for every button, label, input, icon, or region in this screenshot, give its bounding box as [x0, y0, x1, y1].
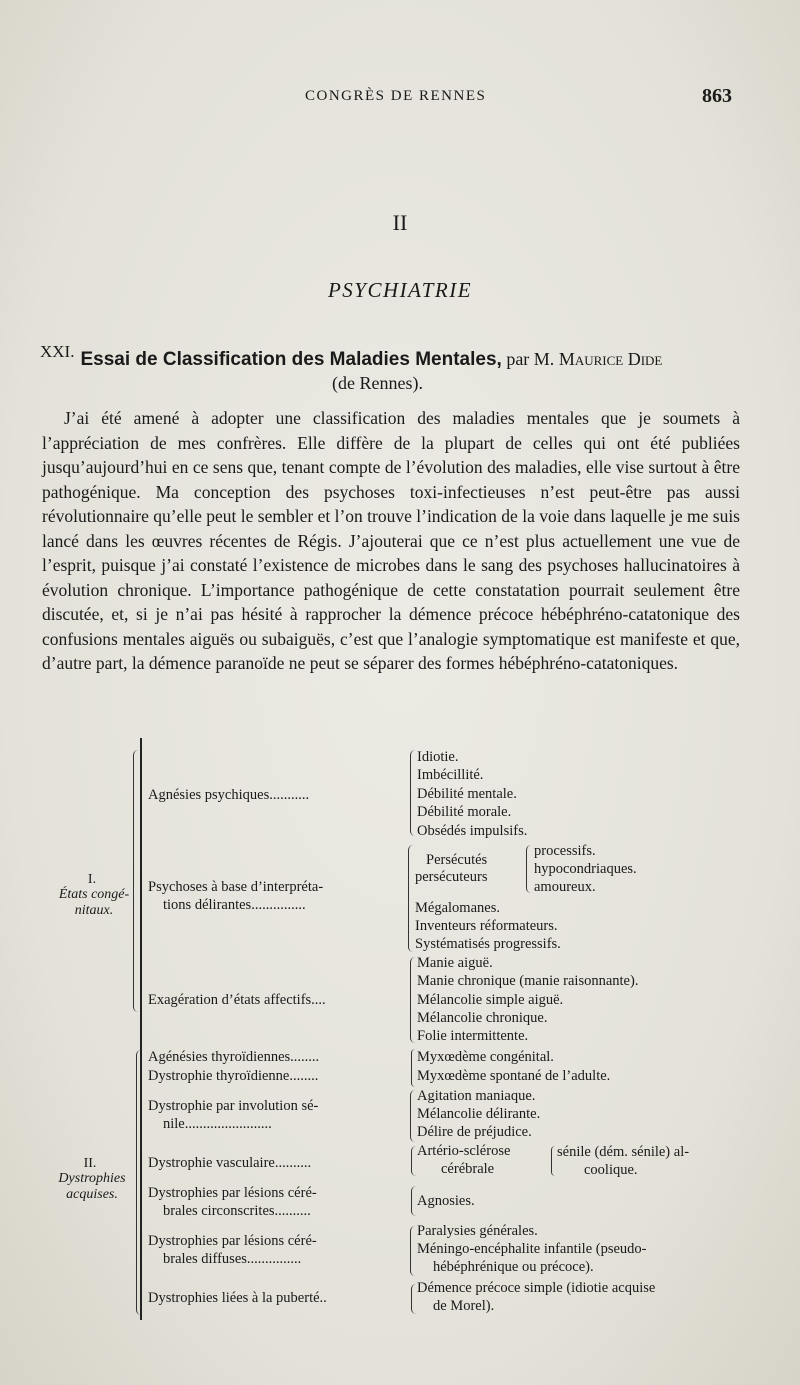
- diffuses-item: Méningo-encéphalite infantile (pseudo-: [417, 1241, 647, 1257]
- page-number: 863: [702, 85, 732, 107]
- cerebrale-label: cérébrale: [441, 1161, 495, 1177]
- circonscrites-brace: [411, 1186, 416, 1216]
- thyroid-value1: Myxœdème congénital.: [417, 1049, 554, 1065]
- agenesies-item: Débilité morale.: [417, 804, 512, 820]
- exageration-item: Manie aiguë.: [417, 955, 493, 971]
- thyroid-value2: Myxœdème spontané de l’adulte.: [417, 1068, 611, 1084]
- exageration-item: Mélancolie chronique.: [417, 1010, 548, 1026]
- coolique-label: coolique.: [584, 1162, 638, 1178]
- running-title: CONGRÈS DE RENNES: [305, 88, 487, 104]
- involution-item: Mélancolie délirante.: [417, 1106, 541, 1122]
- puberte-value-line1: Démence précoce simple (idiotie acquise: [417, 1280, 656, 1296]
- article-title: Essai de Classification des Maladies Mentales,: [80, 349, 502, 370]
- involution-brace: [410, 1090, 416, 1142]
- group2-label-line1: Dystrophies: [58, 1171, 126, 1186]
- exageration-item: Manie chronique (manie raisonnante).: [417, 973, 639, 989]
- psychoses-label-line1: Psychoses à base d’interpréta-: [148, 879, 324, 895]
- exageration-brace: [410, 957, 416, 1043]
- involution-item: Agitation maniaque.: [417, 1088, 536, 1104]
- thyroid-label1: Agénésies thyroïdiennes........: [148, 1049, 320, 1065]
- puberte-label: Dystrophies liées à la puberté..: [148, 1290, 327, 1306]
- persecutes-sub: processifs.: [534, 843, 596, 859]
- persecutes-sub: hypocondriaques.: [534, 861, 637, 877]
- author-prefix: par M.: [506, 349, 555, 369]
- puberte-value-line2: de Morel).: [433, 1298, 495, 1314]
- agenesies-brace: [410, 750, 416, 836]
- group1-label-line2: nitaux.: [74, 903, 114, 918]
- psychoses-brace: [408, 845, 414, 952]
- author-name: Maurice Dide: [558, 349, 663, 369]
- section-title: PSYCHIATRIE: [327, 278, 473, 302]
- senile-label: sénile (dém. sénile) al-: [557, 1144, 690, 1160]
- persecutes-brace: [526, 845, 531, 893]
- psychoses-item: Systématisés progressifs.: [415, 936, 561, 952]
- circonscrites-value: Agnosies.: [417, 1193, 475, 1209]
- arterio-label: Artério-sclérose: [417, 1143, 511, 1159]
- group2-number: II.: [83, 1156, 97, 1171]
- group1-label-line1: États congé-: [58, 887, 130, 902]
- exageration-label: Exagération d’états affectifs....: [148, 992, 326, 1008]
- psychoses-item: Inventeurs réformateurs.: [415, 918, 558, 934]
- author-place: (de Rennes).: [332, 373, 423, 393]
- agenesies-item: Imbécillité.: [417, 767, 484, 783]
- involution-label-line1: Dystrophie par involution sé-: [148, 1098, 319, 1114]
- puberte-brace: [411, 1284, 416, 1314]
- group1-number: I.: [87, 872, 97, 887]
- agenesies-item: Débilité mentale.: [417, 786, 517, 802]
- group2-label-line2: acquises.: [66, 1187, 118, 1202]
- psychoses-label-line2: tions délirantes...............: [163, 897, 306, 913]
- group1-brace: [133, 750, 140, 1012]
- vasculaire-label: Dystrophie vasculaire..........: [148, 1155, 312, 1171]
- persecuteurs-label: persécuteurs: [415, 869, 488, 885]
- agenesies-label: Agnésies psychiques...........: [148, 787, 310, 803]
- body-paragraph: J’ai été amené à adopter une classification des maladies mentales que je soumets à l’appréciation de mes confrères. Elle diffère de la plupart de celles qui ont été publiées jusqu’aujourd’hui en ce sens que, tenant compte de l’évolution des maladies, elle vise surtout à être pathogénique. Ma conception des psychoses toxi-infectieuses n’est peut-être pas aussi révolutionnaire qu’elle peut le sembler et l’on trouve l’indication de la voie dans laquelle je me suis lancé dans les œuvres récentes de Régis. J’ajouterai que ce n’est plus actuellement une vue de l’esprit, puisque j’ai constaté l’existence de microbes dans le sang des psychoses hallucinatoires à évolution chronique. L’importance pathogénique de cette constatation pourrait seulement être discutée, et, si je n’ai pas hésité à rapprocher la démence précoce hébéphréno-catatonique des confusions mentales aiguës ou subaiguës, c’est que l’analogie symptomatique est manifeste et que, d’autre part, la démence paranoïde ne peut se séparer des formes hébéphréno-catatoniques.: [42, 408, 740, 673]
- exageration-item: Mélancolie simple aiguë.: [417, 992, 564, 1008]
- diffuses-label-line2: brales diffuses...............: [163, 1251, 302, 1267]
- diffuses-brace: [410, 1226, 416, 1276]
- vasculaire-brace: [411, 1146, 416, 1176]
- group2-brace: [136, 1050, 143, 1315]
- psychoses-item: Mégalomanes.: [415, 900, 500, 916]
- persecutes-label: Persécutés: [426, 852, 488, 868]
- thyroid-brace: [411, 1049, 415, 1087]
- persecutes-sub: amoureux.: [534, 879, 596, 895]
- circonscrites-label-line1: Dystrophies par lésions céré-: [148, 1185, 317, 1201]
- thyroid-label2: Dystrophie thyroïdienne........: [148, 1068, 319, 1084]
- article-number: XXI.: [40, 342, 75, 361]
- agenesies-item: Obsédés impulsifs.: [417, 823, 528, 839]
- circonscrites-label-line2: brales circonscrites..........: [163, 1203, 311, 1219]
- involution-item: Délire de préjudice.: [417, 1124, 532, 1140]
- arterio-brace: [551, 1146, 555, 1176]
- involution-label-line2: nile........................: [163, 1116, 272, 1132]
- agenesies-item: Idiotie.: [417, 749, 459, 765]
- diffuses-item: Paralysies générales.: [417, 1223, 538, 1239]
- diffuses-item: hébéphrénique ou précoce).: [433, 1259, 594, 1275]
- exageration-item: Folie intermittente.: [417, 1028, 529, 1044]
- diffuses-label-line1: Dystrophies par lésions céré-: [148, 1233, 317, 1249]
- section-number: II: [392, 210, 408, 235]
